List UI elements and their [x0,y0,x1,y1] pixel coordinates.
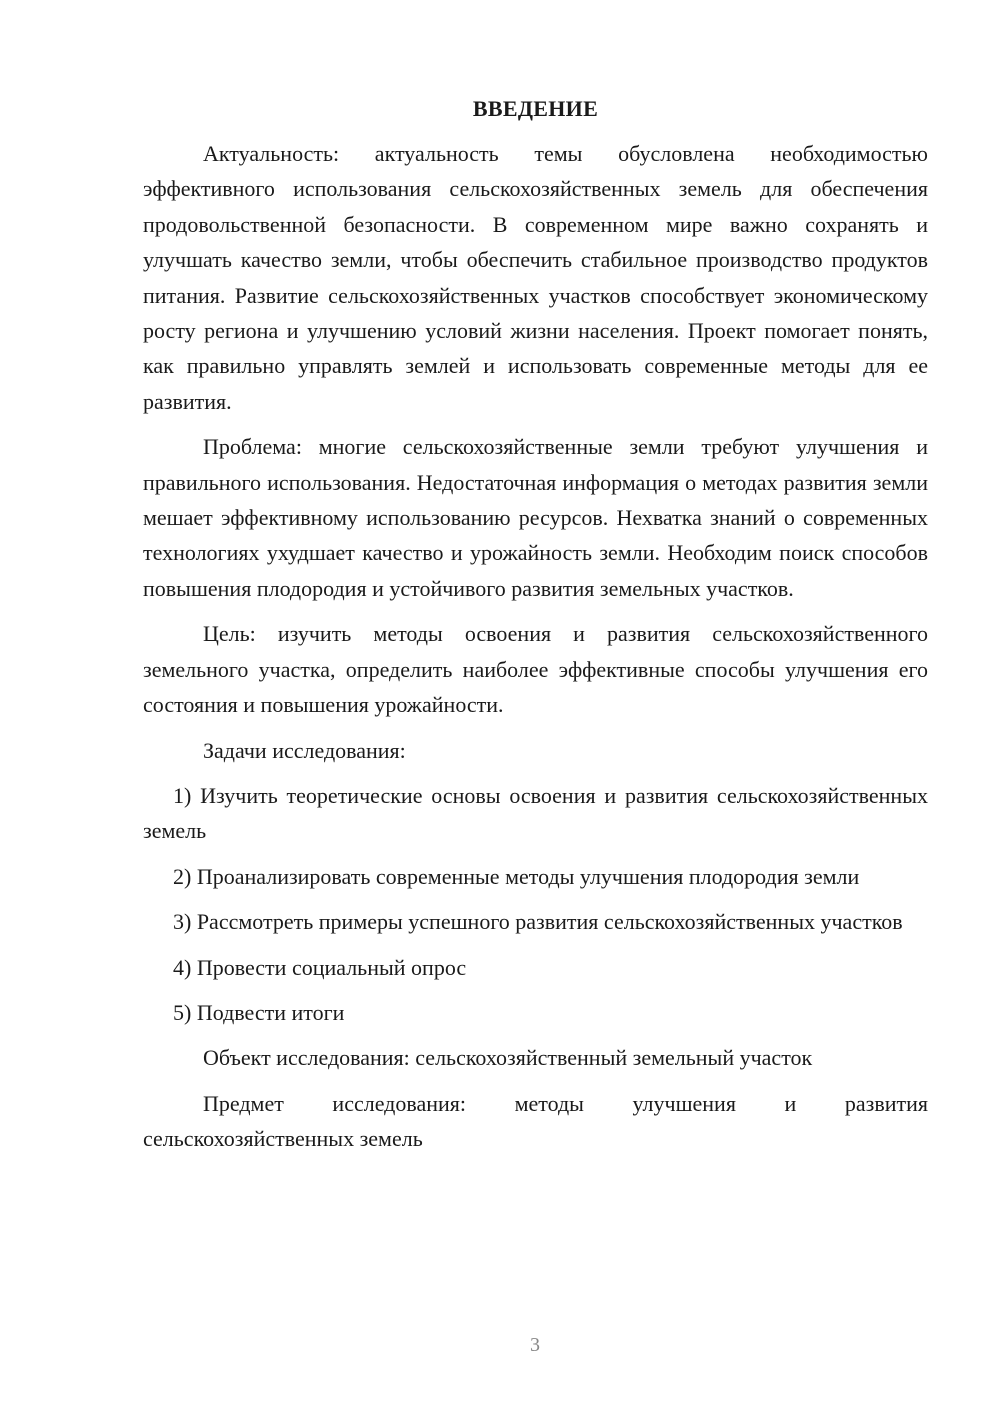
task-item-5: 5) Подвести итоги [173,999,345,1025]
object-paragraph: Объект исследования: сельскохозяйственный земельный участок [203,1045,813,1071]
page-content [143,94,928,1167]
problem-paragraph: Проблема: многие сельскохозяйственные земли требуют улучшения и правильного использования. Недостаточная информация о методах развития земли мешает эффективному использованию ресурсов. Нехватка знаний о современных технологиях ухудшает качество и урожайность земли. Необходим поиск способов повышения плодородия и устойчивого развития земельных участков. [143,434,928,601]
relevance-paragraph: Актуальность: актуальность темы обусловлена необходимостью эффективного использования сельскохозяйственных земель для обеспечения продовольственной безопасности. В современном мире важно сохранять и улучшать качество земли, чтобы обеспечить стабильное производство продуктов питания. Развитие сельскохозяйственных участков способствует экономическому росту региона и улучшению условий жизни населения. Проект помогает понять, как правильно управлять землей и использовать современные методы для ее развития. [143,141,928,414]
page-title: ВВЕДЕНИЕ [472,96,599,121]
tasks-heading: Задачи исследования: [203,737,406,763]
task-item-3: 3) Рассмотреть примеры успешного развития сельскохозяйственных участков [173,909,903,935]
task-item-2: 2) Проанализировать современные методы улучшения плодородия земли [173,863,860,889]
task-item-1: 1) Изучить теоретические основы освоения и развития сельскохозяйственных земель [143,782,928,844]
page-number: 3 [530,1334,540,1356]
task-item-4: 4) Провести социальный опрос [173,954,467,980]
subject-paragraph: Предмет исследования: методы улучшения и развития сельскохозяйственных земель [143,1090,928,1152]
goal-paragraph: Цель: изучить методы освоения и развития сельскохозяйственного земельного участка, определить наиболее эффективные способы улучшения его состояния и повышения урожайности. [143,621,928,718]
